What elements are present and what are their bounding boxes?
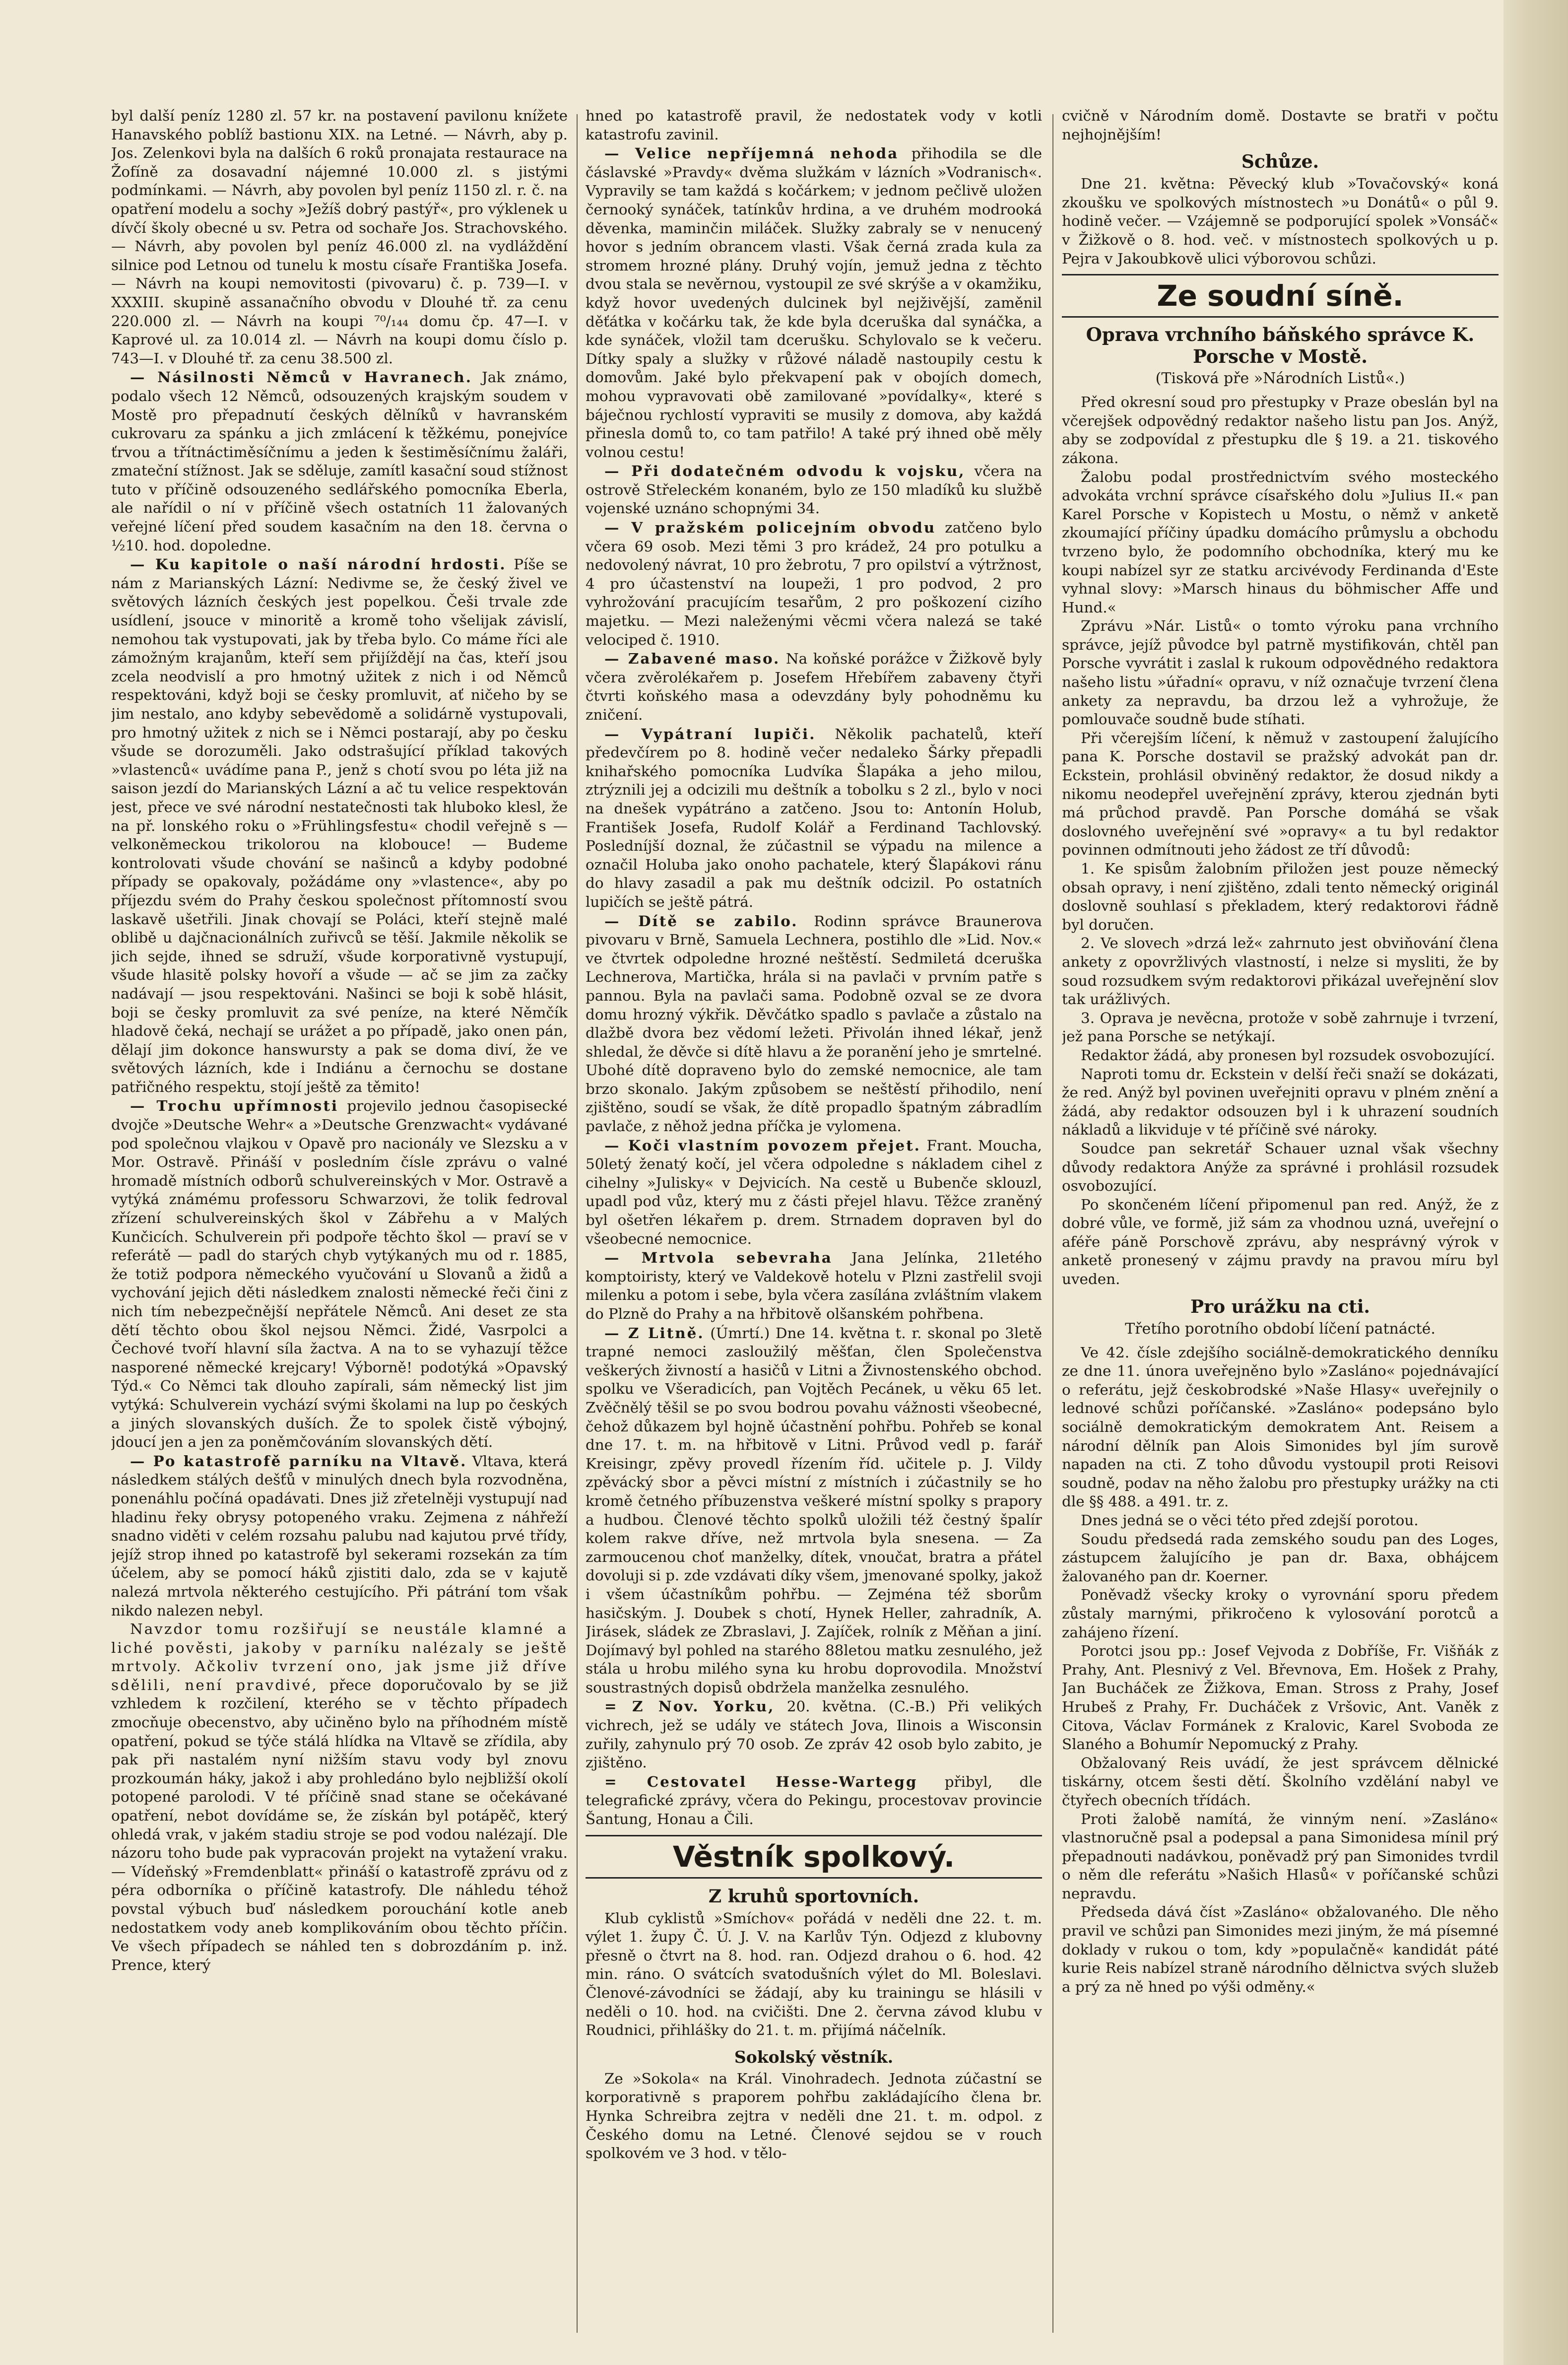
libel-paragraph: Porotci jsou pp.: Josef Vejvoda z Dobříše, Fr. Višňák z Prahy, Ant. Plesnivý z Vel. Břevnova, Em. Hošek z Prahy, Jan Bucháček ze Žižkova, Eman. Stross z Prahy, Josef Hrubeš z Prahy, Fr. Ducháček z Vršovic, Ant. Vaněk z Citova, Václav Formánek z Kralovic, Karel Svoboda ze Slaného a Bohumír Nepomucký z Prahy. <box>1062 1642 1499 1753</box>
robbers-article <box>586 725 1042 912</box>
column-3 <box>1062 107 1499 2335</box>
sincerity-text: projevilo jednou časopisecké dvojče »Deutsche Wehr« a »Deutsche Grenzwacht« vydávané pod společnou vlajkou v Opavě pro nacionály ve Slezsku a v Mor. Ostravě. Přináší v posledním čísle zprávu o valné hromadě místních odborů schulvereinských v Mor. Ostravě a vytýká známému professoru Schwarzovi, že tolik fedroval zřízení schulvereinských škol v Zábřehu a v Malých Kunčicích. Schulverein při podpoře těchto škol — praví se v referátě — padl do starých chyb vytýkaných mu od r. 1885, že totiž podpora německého vyučování u Slovanů a židů a vychování jejich děti následkem znalosti německé řeči čini z nich tím nebezpečnější nepřátele Němců. Ani deset ze sta dětí těchto obou škol nejsou Němci. Židé, Vasrpolci a Čechové tvoří hlavní síla žactva. A na to se vyhazují těžce nasporené německé krejcary! Výborně! podotýká »Opavský Týd.« Co Němci tak dlouho zapírali, sám německý list jim vytýká: Schulverein vychází svými školami na lup po českých a jiných slovanských duších. Že to spolek čistě výbojný, jdoucí jen a jen za poněmčováním slovanských dětí. <box>111 1097 568 1451</box>
meetings-paragraph: Dne 21. května: Pěvecký klub »Tovačovský« koná zkoušku ve spolkových místnostech »u Donátů« o půl 9. hodině večer. — Vzájemně se podporující spolek »Vonsáč« v Žižkově o 8. hod. več. v místnostech spolkových u p. Pejra v Jakoubkově ulici výborovou schůzi. <box>1062 175 1499 267</box>
sports-heading: Z kruhů sportovních. <box>708 1886 919 1907</box>
column-divider-1 <box>577 114 578 2333</box>
meat-article <box>586 649 1042 724</box>
accident-article <box>586 144 1042 462</box>
porsche-paragraph: Žalobu podal prostřednictvím svého mosteckého advokáta vrchní správce císařského dolu »Julius II.« pan Karel Porsche v Kopistech u Mostu, o němž v anketě zkoumající příčiny úpadku domácího průmyslu a obchodu tvrzeno bylo, že podomního obchodníka, který mu ke koupi nabízel syr ze statku arcivévody Ferdinanda d'Este vyhnal slovy: »Marsch hinaus du böhmischer Affe und Hund.« <box>1062 468 1499 616</box>
libel-paragraph: Dnes jedná se o věci této před zdejší porotou. <box>1081 1512 1419 1529</box>
sokol-continuation: cvičně v Národním domě. Dostavte se bratři v počtu nejhojnějším! <box>1062 107 1499 143</box>
child-text: Rodinn správce Braunerova pivovaru v Brně, Samuela Lechnera, postihlo dle »Lid. Nov.« ve čtvrtek odpoledne hrozné neštěstí. Sedmiletá dceruška Lechnerova, Martička, hrála si na pavlači v prvním patře s pannou. Byla na pavlači sama. Podobně ozval se ze dvora domu hrozný výkřik. Děvčátko spadlo s pavlače a zůstalo na dlažbě dvora bez vědomí ležeti. Přivolán ihned lékař, jenž shledal, že děvče si dítě hlavu a že poranění jeho je smrtelné. Ubohé dítě dopraveno bylo do zemské nemocnice, ale tam brzo skonalo. Jakým způsobem se neštěstí přihodilo, není zjištěno, soudí se však, že dítě propadlo špatným zábradlím pavlače, z něhož jedna příčka je vylomena. <box>586 912 1042 1135</box>
new-york-text: 20. května. (C.-B.) Při velikých vichrech, jež se udály ve státech Jova, Ilinois a Wisconsin zuřily, zahynulo prý 70 osob. Ze zpráv 42 osob bylo zabito, je zjištěno. <box>586 1698 1042 1771</box>
traveler-article <box>586 1772 1042 1829</box>
police-text: zatčeno bylo včera 69 osob. Mezi těmi 3 pro krádež, 24 pro potulku a nedovolený návrat, 10 pro žebrotu, 7 pro opilství a výtržnost, 4 pro účastenství na loupeži, 1 pro podvod, 2 pro vyhrožování pracujícím tesařům, 2 pro poškození cizího majetku. — Mezi naleženými věcmi včera nalezá se také velociped č. 1910. <box>586 519 1042 648</box>
havrany-heading: — Násilnosti Němců v Havranech. <box>130 368 473 386</box>
column-2 <box>586 107 1042 2335</box>
liten-text: (Úmrtí.) Dne 14. května t. r. skonal po 3letě trapné nemoci zasloužilý měšťan, člen Společenstva veškerých živností a hasičů v Litni a Živnostenského obchod. spolku ve Všeradicích, pan Vojtěch Pecánek, u věku 65 let. Zvěčnělý těšil se po svou bodrou povahu vážnosti všeobecné, čehož důkazem byl hojně účastnění pohřbu. Pohřeb se konal dne 17. t. m. na hřbitově v Litni. Průvod vedl p. farář Kreisingr, zpěvy provedl řízením říd. učitele p. J. Vildy zpěvácký sbor a pěvci místní z místních i zúčastnily se ho kromě četného příbuzenstva veškeré místní spolky s prapory a hudbou. Členové těchto spolků uložili též čestný špalír kolem rakve dříve, než mrtvola byla snesena. — Za zarmoucenou choť manželky, dítek, vnoučat, bratra a přátel dovoluji si p. zde vzdávati díky všem, jmenované spolky, jakož i všem účastníkům pohřbu. — Zejména též sborům hasičským. J. Doubek s chotí, Hynek Heller, zahradník, A. Jirásek, sládek ze Zbraslavi, J. Zajíček, rolník z Měňan a jiní. Dojímavý byl pohled na starého 88letou matku zesnulého, jež stála u hrobu milého syna ku hrobu doprovodila. Množství soustrastných dopisů obdržela manželka zesnulého. <box>586 1324 1042 1696</box>
new-york-heading: = Z Nov. Yorku, <box>604 1697 775 1715</box>
accident-heading: — Velice nepříjemná nehoda <box>604 144 899 162</box>
traveler-text: přibyl, dle telegrafické zprávy, včera do Pekingu, procestovav provincie Šantung, Honau a Čili. <box>586 1773 1042 1828</box>
liten-article <box>586 1324 1042 1697</box>
havrany-article <box>111 368 568 555</box>
suicide-article <box>586 1248 1042 1323</box>
porsche-paragraph: 3. Oprava je nevěcna, protože v sobě zahrnuje i tvrzení, jež pana Porsche se netýkají. <box>1062 1009 1499 1045</box>
sincerity-article <box>111 1096 568 1451</box>
column-1 <box>111 107 568 2335</box>
porsche-article-title: Oprava vrchního báňského správce K. Porsche v Mostě. <box>1086 324 1475 368</box>
column-divider-2 <box>1052 114 1053 2333</box>
recruitment-heading: — Při dodatečném odvodu k vojsku, <box>604 462 966 480</box>
steamer-text-end: přece doporučovalo by se již vzhledem k rozčilení, kterého se v těchto případech zmocňuje obecenstvo, aby učiněno bylo na příhodném místě opatření, pokud se týče stálá hlídka na Vltavě se zřídila, aby pak při nastalém nyní nižším stavu vody byl znovu prozkoumán háky, jakož i aby prohledáno bylo nejbližší okolí potopené parolodi. V té příčině snad stane se očekávané opatření, nebot dovídáme se, že získán byl potápěč, který ohledá vrak, v jakém stadiu stroje se pod vodou nalézají. Dle názoru toho bude pak vypracován projekt na vytažení vraku. — Vídeňský »Fremdenblatt« přináší o katastrofě zprávu od z péra odborníka o příčině katastrofy. Dle náhledu téhož povstal výbuch buď následkem porouchání kotle aneb nedostatkem vody aneb komplikováním obou těchto příčin. Ve všech případech se náhled ten s dobrozdáním p. inž. Prence, který <box>111 1676 568 1973</box>
child-article <box>586 912 1042 1136</box>
havrany-text: Jak známo, podalo všech 12 Němců, odsouzených krajským soudem v Mostě pro přepadnutí českých dělníků v havranském cukrovaru za spánku a jich zmlácení k těžkému, ponejvíce ťrvou a třítnáctiměsíčnímu a jeden k šestiměsíčnímu žaláři, zmateční stížnost. Jak se sděluje, zamítl kasační soud stížnost tuto v příčině odsouzeného sedlářského pomocníka Eberla, ale nařídil o ní v příčině všech ostatních 11 žalovaných veřejné líčení před soudem kasačním na den 18. června o ½10. hod. dopoledne. <box>111 369 568 554</box>
porsche-paragraph: Po skončeném líčení připomenul pan red. Anýž, že z dobré vůle, ve formě, již sám za vhodnou uzná, uveřejní o aféře páně Porschově zprávu, aby nesprávný výrok v anketě pronesený v zájmu pravdy na pravou míru byl uveden. <box>1062 1196 1499 1288</box>
libel-heading: Pro urážku na cti. <box>1190 1296 1370 1317</box>
courtroom-heading: Ze soudní síně. <box>1062 274 1499 318</box>
council-proposals-paragraph: byl další peníz 1280 zl. 57 kr. na postavení pavilonu knížete Hanavského poblíž bastionu XIX. na Letné. — Návrh, aby p. Jos. Zelenkovi byla na dalších 6 roků pronajata restaurace na Žofíně za dosavadní nájemné 10.000 zl. s jistými podmínkami. — Návrh, aby povolen byl peníz 1150 zl. r. č. na opatření modelu a sochy »Ježíš dobrý pastýř«, pro výklenek u dívčí školy obecné u sv. Petra od sochaře Jos. Strachovského. — Návrh, aby povolen byl peníz 46.000 zl. na vydláždění silnice pod Letnou od tunelu k mostu císaře Františka Josefa. — Návrh na koupi nemovitosti (pivovaru) č. p. 739—I. v XXXIII. skupině assanačního obvodu v Dlouhé tř. za cenu 220.000 zl. — Návrh na koupi ⁷⁰/₁₄₄ domu čp. 47—I. v Kaprové ul. za 10.014 zl. — Návrh na koupi domu číslo p. 743—I. v Dlouhé tř. za cenu 38.500 zl. <box>111 107 568 367</box>
coachman-article <box>586 1136 1042 1249</box>
national-pride-heading: — Ku kapitole o naší národní hrdosti. <box>130 555 507 573</box>
meat-text: Na koňské porážce v Žižkově byly včera zvěrolékařem p. Josefem Hřebířem zabaveny čtyři čtvrti koňského masa a odevzdány byly pohodněmu ku zničení. <box>586 650 1042 723</box>
porsche-paragraph: Redaktor žádá, aby pronesen byl rozsudek osvobozující. <box>1081 1046 1495 1064</box>
liten-heading: — Z Litně. <box>604 1324 705 1342</box>
police-article <box>586 518 1042 649</box>
libel-paragraph: Proti žalobě namítá, že vinným není. »Zasláno« vlastnoručně psal a podepsal a pana Simonidesa mínil prý přepadnouti nadávkou, poněvadž prý pan Simonides tvrdil o něm dle referátu »Našich Hlasů« v poříčanské schůzi nepravdu. <box>1062 1810 1499 1902</box>
libel-paragraph: Ve 42. čísle zdejšího sociálně-demokratického denníku ze dne 11. února uveřejněno bylo »Zasláno« pojednávající o referátu, jejž českobrodské »Naše Hlasy« uveřejnily o lednové schůzi poříčanské. »Zasláno« podepsáno bylo sociálně demokratickým demokratem Ant. Reisem a národní dělník pan Alois Simonides byl jím surově napaden na cti. Z toho důvodu vystoupil proti Reisovi soudně, podav na něho žalobu pro přestupky urážky na cti dle §§ 488. a 491. tr. z. <box>1062 1344 1499 1510</box>
porsche-paragraph: 2. Ve slovech »drzá lež« zahrnuto jest obviňování člena ankety z opovržlivých vlastností, i nelze si mysliti, že by soud rozsudkem svým redaktorovi přikázal uveřejnění slov tak urážlivých. <box>1062 935 1499 1008</box>
accident-text: přihodila se dle čáslavské »Pravdy« dvěma služkám v lázních »Vodranisch«. Vypravily se tam každá s kočárkem; v jednom pečlivě uložen černooký synáček, tatínkův hrdina, a ve druhém modrooká děvenka, maminčin miláček. Služky zabraly se v nenucený hovor s jedním obrancem vlasti. Však černá zrada kula za stromem hrozné plány. Druhý vojín, jemuž jedna z těchto dvou stala se nevěrnou, vystoupil ze své skrýše a v okamžiku, když hovor uvedených dulcinek byl nejživější, zaměnil děťátka v kočárku tak, že kde byla dceruška dal synáčka, a kde synáček, vložil tam dcerušku. Schylovalo se k večeru. Dítky spaly a služky v růžové náladě nastoupily cestu k domovům. Jaké bylo překvapení pak v obojích domech, mohou vypravovati obě zamilované »povídalky«, které s báječnou rychlostí vypraviti se musily z domova, aby každá přinesla domů to, co tam patřilo! A také prý ihned obě měly volnou cestu! <box>586 145 1042 461</box>
meetings-heading: Schůze. <box>1241 151 1319 173</box>
steamer-heading: — Po katastrofě parníku na Vltavě. <box>130 1452 467 1470</box>
sokol-paragraph: Ze »Sokola« na Král. Vinohradech. Jednota zúčastní se korporativně s praporem pohřbu zakládajícího člena br. Hynka Schreibra zejtra v neděli dne 21. t. m. odpol. z Českého domu na Letné. Členové sejdou se v rouch spolkovém ve 3 hod. v tělo- <box>586 2070 1042 2162</box>
sokol-heading: Sokolský věstník. <box>734 2047 894 2067</box>
club-bulletin-heading: Věstník spolkový. <box>586 1835 1042 1879</box>
libel-paragraph: Předseda dává číst »Zasláno« obžalovaného. Dle něho pravil ve schůzi pan Simonides mezi jiným, že má písemné doklady v rukou o tom, kdy »populačně« kandidát páté kurie Reis nabízel straně národního dělnictva svých služeb a prý za ně hned po výši odměny.« <box>1062 1903 1499 1995</box>
steamer-article-continued <box>111 1620 568 1974</box>
new-york-article <box>586 1697 1042 1772</box>
porsche-paragraph: Při včerejším líčení, k němuž v zastoupení žalujícího pana K. Porsche dostavil se pražský advokát pan dr. Eckstein, prohlásil obviněný redaktor, že dosud nikdy a nikomu neodepřel uveřejnění zprávy, kterou zjednán byti má průchod pravdě. Pan Porsche domáhá se však doslovného uveřejnění své »opravy« a tu byl redaktor povinnen odmítnouti jeho žádost ze tří důvodů: <box>1062 729 1499 859</box>
libel-paragraph: Obžalovaný Reis uvádí, že jest správcem dělnické tiskárny, otcem šesti dětí. Školního vzdělání nabyl ve čtyřech obecních třídách. <box>1062 1754 1499 1809</box>
suicide-heading: — Mrtvola sebevraha <box>604 1249 833 1267</box>
steamer-spaced-text: Navzdor tomu rozšiřují se neustále klamné a liché pověsti, jakoby v parníku nalézaly se ještě mrtvoly. Ačkoliv tvrzení ono, jak jsme již dříve sdělili, není pravdivé, <box>111 1621 568 1693</box>
traveler-heading: = Cestovatel Hesse-Wartegg <box>604 1772 918 1790</box>
libel-paragraph: Soudu předsedá rada zemského soudu pan des Loges, zástupcem žalujícího je pan dr. Baxa, obhájcem žalovaného pan dr. Koerner. <box>1062 1530 1499 1585</box>
robbers-text: Několik pachatelů, kteří předevčírem po 8. hodině večer nedaleko Šárky přepadli knihařského pomocníka Ludvíka Šlapáka a jeho milou, ztrýznili jej a odcizili mu deštník a tobolku s 2 zl., bylo v noci na dnešek vypátráno a zatčeno. Jsou to: Antonín Holub, František Josefa, Rudolf Kolář a Ferdinand Tachlovský. Posledníjší doznal, že zúčastnil se výpadu na milence a označil Holuba jako onoho pachatele, který Šlapákovi ránu do hlavy zasadil a pak mu deštník odcizil. Po ostatních lupičích se ještě pátrá. <box>586 725 1042 910</box>
steamer-text: Vltava, která následkem stálých dešťů v minulých dnech byla rozvodněna, ponenáhlu počíná opadávati. Dnes již zřetelněji vystupují nad hladinu řeky obrysy potopeného vraku. Zejmena z náhřeží snadno viděti v celém rozsahu palubu nad kajutou prvé třídy, jejíž strop ihned po katastrofě byl sekerami rozsekán za tím účelem, aby se pomocí háků zjistiti dalo, zda se v kajutě nalezá mrtvola některého cestujícího. Při pátrání tom však nikdo nalezen nebyl. <box>111 1452 568 1619</box>
cycling-club-paragraph: Klub cyklistů »Smíchov« pořádá v neděli dne 22. t. m. výlet 1. župy Č. Ú. J. V. na Karlův Týn. Odjezd z klubovny přesně o čtvrt na 8. hod. ran. Odjezd drahou o 6. hod. 42 min. ráno. O svátcích svatodušních výlet do Ml. Boleslavi. Členové-závodníci se žádají, aby ku trainingu se hlásili v neděli o 10. hod. na cvičišti. Dne 2. června závod klubu v Roudnici, přihlášky do 21. t. m. přijímá náčelník. <box>586 1909 1042 2039</box>
libel-subline: Třetího porotního období líčení patnácté. <box>1125 1320 1436 1338</box>
steamer-article <box>111 1452 568 1620</box>
porsche-paragraph: Naproti tomu dr. Eckstein v delší řeči snaží se dokázati, že red. Anýž byl povinen uveřejniti opravu v plném znění a žádá, aby redaktor odsouzen byl i k uhrazení soudních nákladů a likviduje v té příčině své nároky. <box>1062 1065 1499 1139</box>
meat-heading: — Zabavené maso. <box>604 650 781 668</box>
child-heading: — Dítě se zabilo. <box>604 912 798 930</box>
national-pride-text: Píše se nám z Marianských Lázní: Nedivme se, že český živel ve světových lázních českých jest popelkou. Češi trvale zde usídlení, jsouce v minoritě a kromě toho všelijak závislí, nemohou tak vystupovati, jak by třeba bylo. Co máme říci ale zámožným krajanům, kteří sem přijíždějí na čas, kteří jsou zcela neodvislí a pro hmotný užitek z nich i od Němců respektováni, když boji se česky promluvit, ať ničeho by se jim nestalo, ano kdyby sebevědomě a solidárně vystupovali, pro hmotný užitek z nich se i Němci postarají, aby po česku všude se dorozuměli. Jako odstrašující příklad takových »vlastenců« uvádíme pana P., jenž s chotí svou po léta již na saison jezdí do Marianských Lázní a ač tu velice respektován jest, přece ve své národní nestatečnosti tak hluboko klesl, že na př. lonského roku o »Frühlingsfestu« chodil veřejně s — velkoněmeckou trikolorou na klobouce! — Budeme kontrolovati všude chování se našinců a kdyby podobné případy se opakovaly, požádáme ony »vlastence«, aby po příjezdu svém do Prahy českou společnost přítomností svou laskavě ušetřili. Jinak chovají se Poláci, kteří stejně malé oblibě u dajčnacionálních zuřivců se těší. Jakmile několik se jich sejde, ihned se sdruží, všude korporativně vystupují, všude hlasitě polsky hovoří a všude — ač se jim za začky nadávají — jsou respektováni. Našinci se boji k sobě hlásit, boji se česky promluvit za své peníze, na které Němčík hladově čeká, nechají se urážet a po případě, jako onen pán, dělají jim dokonce hanswursty a pak se doma diví, že ve světových lázních, kde i Indiánu a černochu se dostane patřičného respektu, stojí ještě za těmito! <box>111 556 568 1095</box>
porsche-paragraph: Zprávu »Nár. Listů« o tomto výroku pana vrchního správce, jejíž původce byl patrně mystifikován, chtěl pan Porsche vyvrátit i zaslal k rukoum odpovědného redaktora našeho listu »úřadní« opravu, v níž označuje tvrzení člena ankety za nepravdu, ba drzou lež a vyhrožuje, že pomlouvače soudně bude stíhati. <box>1062 617 1499 728</box>
police-heading: — V pražském policejním obvodu <box>604 519 936 537</box>
coachman-heading: — Koči vlastním povozem přejet. <box>604 1136 921 1154</box>
suicide-text: Jana Jelínka, 21letého komptoiristy, který ve Valdekově hotelu v Plzni zastřelil svoji milenku a potom i sebe, byla včera zasílána zvláštním vlakem do Plzně do Prahy a na hřbitově olšanském pohřbena. <box>586 1249 1042 1322</box>
robbers-heading: — Vypátraní lupiči. <box>604 725 816 743</box>
national-pride-article <box>111 555 568 1096</box>
porsche-paragraph: Soudce pan sekretář Schauer uznal však všechny důvody redaktora Anýže za správné i prohlásil rozsudek osvobozující. <box>1062 1140 1499 1195</box>
recruitment-text: včera na ostrově Střeleckém konaném, bylo ze 150 mladíků ku službě vojenské uznáno schopnými 34. <box>586 463 1042 517</box>
porsche-article-subtitle: (Tisková pře »Národních Listů«.) <box>1155 370 1405 388</box>
steamer-continuation: hned po katastrofě pravil, že nedostatek vody v kotli katastrofu zavinil. <box>586 107 1042 143</box>
coachman-text: Frant. Moucha, 50letý ženatý kočí, jel včera odpoledne s nákladem cihel z cihelny »Julisky« v Dejvicích. Na cestě u Bubenče sklouzl, upadl pod vůz, který mu z části přejel hlavu. Těžce zraněný byl ošetřen lékařem p. drem. Strnadem dopraven byl do všeobecné nemocnice. <box>586 1137 1042 1247</box>
recruitment-article <box>586 462 1042 518</box>
porsche-paragraph: 1. Ke spisům žalobním přiložen jest pouze německý obsah opravy, i není zjištěno, zdali tento německý originál doslovně souhlasí s překladem, který redaktorovi řádně byl doručen. <box>1062 860 1499 933</box>
sincerity-heading: — Trochu upřímnosti <box>130 1097 339 1115</box>
page-binding-edge <box>1503 0 1568 2365</box>
libel-paragraph: Poněvadž všecky kroky o vyrovnání sporu předem zůstaly marnými, přikročeno k vylosování porotců a zahájeno řízení. <box>1062 1586 1499 1641</box>
porsche-paragraph: Před okresní soud pro přestupky v Praze obeslán byl na včerejšek odpovědný redaktor našeho listu pan Jos. Anýž, aby se zodpovídal z přestupku dle § 19. a 21. tiskového zákona. <box>1062 394 1499 467</box>
